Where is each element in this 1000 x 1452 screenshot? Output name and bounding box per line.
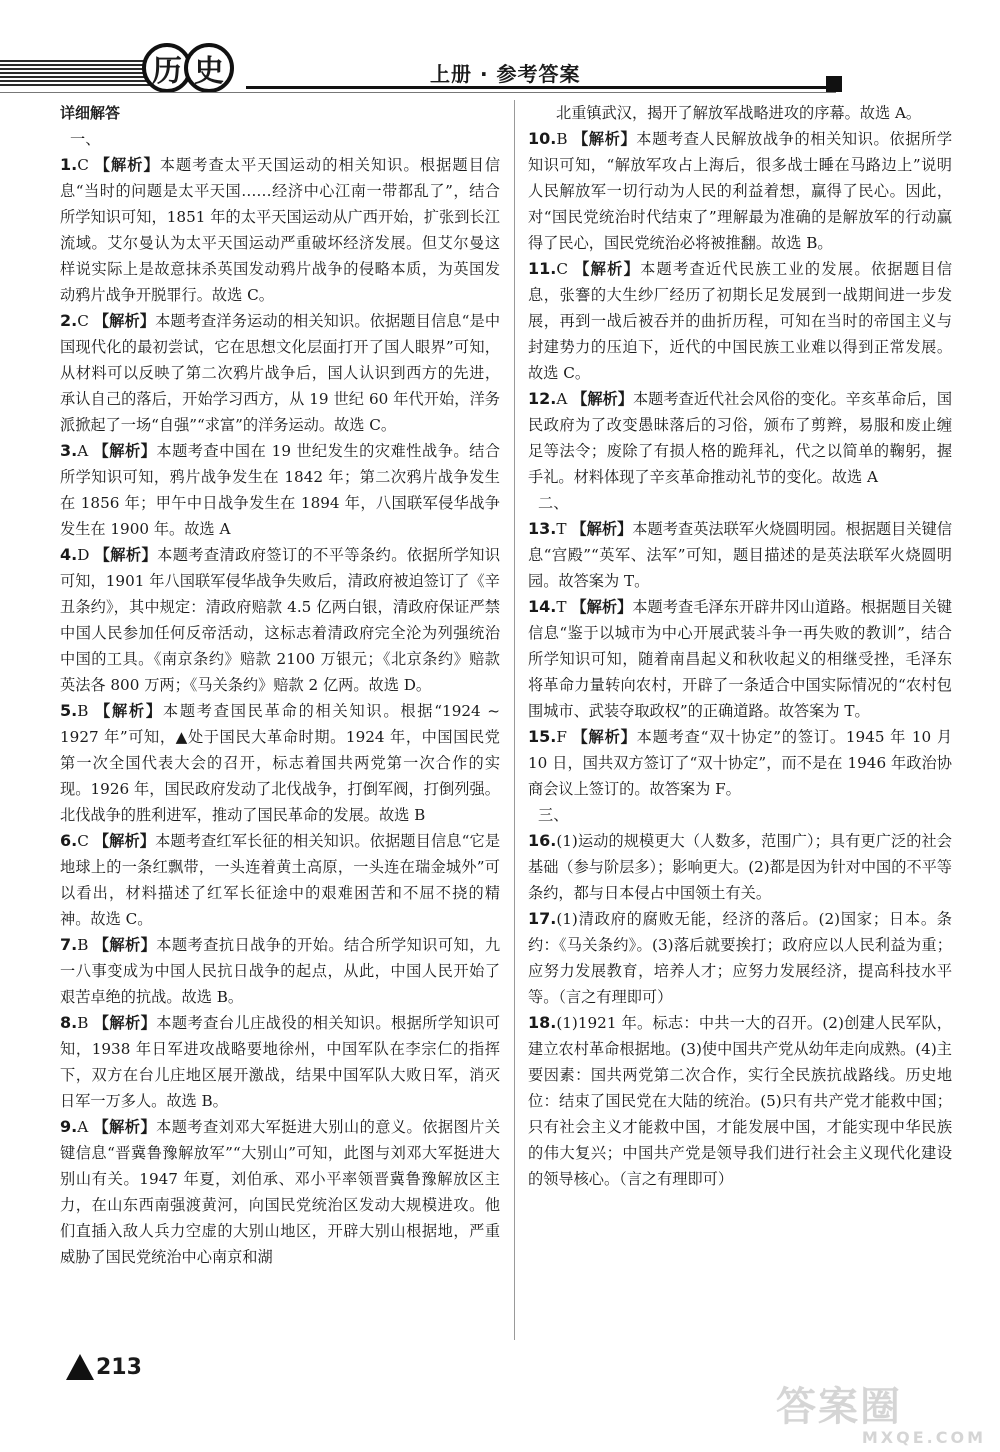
analysis-tag: 【解析】 <box>571 598 633 616</box>
answer-number: 2. <box>60 311 78 330</box>
answer-number: 6. <box>60 831 78 850</box>
answer-number: 4. <box>60 545 78 564</box>
answer-text: 本题考查红军长征的相关知识。依据题目信息“它是地球上的一条红飘带，一头连着黄土高原，一头连在瑞金城外”可以看出，材料描述了红军长征途中的艰难困苦和不屈不挠的精神。故选 C。 <box>60 832 501 928</box>
answer-item <box>60 542 500 698</box>
answer-number: 18. <box>528 1013 557 1032</box>
analysis-tag: 【解析】 <box>574 260 641 278</box>
answer-text: 本题考查太平天国运动的相关知识。根据题目信息“当时的问题是太平天国……经济中心江南一带都乱了”，结合所学知识可知，1851 年的太平天国运动从广西开始，扩张到长江流域。艾尔曼认为太平天国运动严重破坏经济发展。但艾尔曼这样说实际上是故意抹杀英国发动鸦片战争的侵略本质，为英国发动鸦片战争开脱罪行。故选 C。 <box>60 156 501 304</box>
answer-choice: C <box>77 312 89 330</box>
column-divider <box>514 100 515 1340</box>
answer-text: (1)1921 年。标志：中共一大的召开。(2)创建人民军队，建立农村革命根据地。(3)使中国共产党从幼年走向成熟。(4)主要因素：国共两党第二次合作，实行全民族抗战路线。历史地位：结束了国民党在大陆的统治。(5)只有共产党才能救中国；只有社会主义才能救中国，才能发展中国，才能实现中华民族的伟大复兴；中国共产党是领导我们进行社会主义现代化建设的领导核心。（言之有理即可） <box>528 1014 952 1188</box>
answer-text: 本题考查台儿庄战役的相关知识。根据所学知识可知，1938 年日军进攻战略要地徐州，中国军队在李宗仁的指挥下，双方在台儿庄地区展开激战，结果中国军队大败日军，消灭日军一万多人。故选 B。 <box>60 1014 501 1110</box>
answer-item <box>60 1010 500 1114</box>
answer-number: 14. <box>528 597 557 616</box>
section-three-mark: 三、 <box>538 806 569 824</box>
answer-text: 本题考查近代社会风俗的变化。辛亥革命后，国民政府为了改变愚昧落后的习俗，颁布了剪辫，易服和废止缠足等法令；废除了有损人格的跪拜礼，代之以简单的鞠躬，握手礼。材料体现了辛亥革命推动礼节的变化。故选 A <box>528 390 953 486</box>
answer-item <box>528 126 952 256</box>
answer-item <box>528 1010 952 1192</box>
answer-text: 本题考查近代民族工业的发展。依据题目信息，张謇的大生纱厂经历了初期长足发展到一战期间进一步发展，再到一战后被吞并的曲折历程，可知在当时的帝国主义与封建势力的压迫下，近代的中国民族工业难以得到正常发展。故选 C。 <box>528 260 953 382</box>
page-number <box>66 1354 142 1380</box>
answer-number: 7. <box>60 935 78 954</box>
answer-text: 本题考查“双十协定”的签订。1945 年 10 月 10 日，国共双方签订了“双十协定”，而不是在 1946 年政治协商会议上签订的。故答案为 F。 <box>528 728 953 798</box>
answer-choice: B <box>77 1014 89 1032</box>
answer-choice: B <box>77 936 89 954</box>
answer-text: (1)运动的规模更大（人数多，范围广）；具有更广泛的社会基础（参与阶层多）；影响更大。(2)都是因为针对中国的不平等条约，都与日本侵占中国领土有关。 <box>528 832 952 902</box>
right-answer-list-c <box>528 828 952 1192</box>
answer-item <box>60 932 500 1010</box>
answer-text: 本题考查抗日战争的开始。结合所学知识可知，九一八事变成为中国人民抗日战争的起点，从此，中国人民开始了艰苦卓绝的抗战。故选 B。 <box>60 936 501 1006</box>
answer-number: 12. <box>528 389 557 408</box>
triangle-icon <box>66 1354 94 1380</box>
page-number-text: 213 <box>96 1354 142 1380</box>
analysis-tag: 【解析】 <box>93 936 157 954</box>
answer-item <box>60 308 500 438</box>
analysis-tag: 【解析】 <box>572 390 633 408</box>
answer-choice: C <box>556 260 568 278</box>
answer-choice: F <box>556 728 567 746</box>
section-one-mark: 一、 <box>70 130 101 148</box>
answer-item <box>528 516 952 594</box>
answer-item <box>60 1114 500 1270</box>
answer-number: 11. <box>528 259 557 278</box>
left-column <box>60 100 500 1270</box>
answer-text: 本题考查洋务运动的相关知识。依据题目信息“是中国现代化的最初尝试，它在思想文化层面打开了国人眼界”可知，从材料可以反映了第二次鸦片战争后，国人认识到西方的先进，承认自己的落后，开始学习西方，从 19 世纪 60 年代开始，洋务派掀起了一场“自强”“求富”的洋务运动。故选 C。 <box>60 312 501 434</box>
answer-number: 17. <box>528 909 557 928</box>
answer-text: 本题考查英法联军火烧圆明园。根据题目关键信息“宫殿”“英军、法军”可知，题目描述的是英法联军火烧圆明园。故答案为 T。 <box>528 520 953 590</box>
section-title: 详细解答 <box>60 104 121 122</box>
answer-number: 1. <box>60 155 78 174</box>
right-answer-list-a <box>528 126 952 490</box>
continuation-text: 北重镇武汉，揭开了解放军战略进攻的序幕。故选 A。 <box>556 104 922 122</box>
answer-number: 15. <box>528 727 557 746</box>
analysis-tag: 【解析】 <box>571 520 633 538</box>
header-hatch-decoration <box>0 60 150 86</box>
subject-logo <box>138 42 246 94</box>
analysis-tag: 【解析】 <box>93 442 157 460</box>
analysis-tag: 【解析】 <box>93 832 156 850</box>
section-two-mark: 二、 <box>538 494 569 512</box>
answer-text: (1)清政府的腐败无能，经济的落后。(2)国家；日本。条约：《马关条约》。(3)落后就要挨打；政府应以人民利益为重；应努力发展教育，培养人才；应努力发展经济，提高科技水平等。（言之有理即可） <box>528 910 952 1006</box>
answer-number: 10. <box>528 129 557 148</box>
answer-item <box>528 906 952 1010</box>
answer-choice: A <box>77 442 89 460</box>
header-square-mark <box>826 76 842 92</box>
answer-item <box>528 386 952 490</box>
answer-text: 本题考查中国在 19 世纪发生的灾难性战争。结合所学知识可知，鸦片战争发生在 1842 年；第二次鸦片战争发生在 1856 年；甲午中日战争发生在 1894 年，八国联军侵华战争发生在 1900 年。故选 A <box>60 442 501 538</box>
answer-text: 本题考查人民解放战争的相关知识。依据所学知识可知，“解放军攻占上海后，很多战士睡在马路边上”说明人民解放军一切行动为人民的利益着想，赢得了民心。因此，对“国民党统治时代结束了”理解最为准确的是解放军的行动赢得了民心，国民党统治必将被推翻。故选 B。 <box>528 130 953 252</box>
right-column <box>528 100 952 1192</box>
answer-choice: T <box>556 520 567 538</box>
answer-item <box>60 698 500 828</box>
analysis-tag: 【解析】 <box>95 702 163 720</box>
answer-choice: A <box>77 1118 89 1136</box>
answer-number: 8. <box>60 1013 78 1032</box>
answer-item <box>528 724 952 802</box>
logo-char-2: 史 <box>184 43 234 93</box>
answer-choice: C <box>77 832 89 850</box>
answer-number: 13. <box>528 519 557 538</box>
answer-choice: C <box>77 156 89 174</box>
answer-item <box>528 828 952 906</box>
analysis-tag: 【解析】 <box>94 156 160 174</box>
answer-choice: A <box>556 390 568 408</box>
left-answer-list <box>60 152 500 1270</box>
answer-text: 本题考查刘邓大军挺进大别山的意义。依据图片关键信息“晋冀鲁豫解放军”“大别山”可知，此图与刘邓大军挺进大别山有关。1947 年夏，刘伯承、邓小平率领晋冀鲁豫解放区主力，在山东西南强渡黄河，向国民党统治区发动大规模进攻。他们直插入敌人兵力空虚的大别山地区，开辟大别山根据地，严重威胁了国民党统治中心南京和湖 <box>60 1118 501 1266</box>
answer-text: 本题考查清政府签订的不平等条约。依据所学知识可知，1901 年八国联军侵华战争失败后，清政府被迫签订了《辛丑条约》，其中规定：清政府赔款 4.5 亿两白银，清政府保证严禁中国人民参加任何反帝活动，这标志着清政府完全沦为列强统治中国的工具。《南京条约》赔款 2100 万银元；《北京条约》赔款英法各 800 万两；《马关条约》赔款 2 亿两。故选 D。 <box>60 546 501 694</box>
analysis-tag: 【解析】 <box>94 546 158 564</box>
analysis-tag: 【解析】 <box>93 1118 157 1136</box>
answer-choice: T <box>556 598 567 616</box>
analysis-tag: 【解析】 <box>93 312 156 330</box>
answer-item <box>60 828 500 932</box>
analysis-tag: 【解析】 <box>93 1014 157 1032</box>
header-rule-thin <box>0 92 836 93</box>
answer-number: 3. <box>60 441 78 460</box>
answer-choice: D <box>77 546 90 564</box>
answer-number: 16. <box>528 831 557 850</box>
answer-choice: B <box>556 130 568 148</box>
answer-item <box>60 152 500 308</box>
answer-choice: B <box>77 702 89 720</box>
answer-number: 5. <box>60 701 78 720</box>
watermark-logo <box>776 1386 986 1446</box>
header-rule <box>246 86 836 89</box>
right-answer-list-b <box>528 516 952 802</box>
answer-text: 本题考查国民革命的相关知识。根据“1924 ~ 1927 年”可知，▲处于国民大革命时期。1924 年，中国国民党第一次全国代表大会的召开，标志着国共两党第一次合作的实现。1926 年，国民政府发动了北伐战争，打倒军阀，打倒列强。北伐战争的胜利进军，推动了国民革命的发展。故选 B <box>60 702 501 824</box>
page-title: 上册 · 参考答案 <box>430 62 581 86</box>
answer-item <box>60 438 500 542</box>
answer-item <box>528 256 952 386</box>
watermark-url: MXQE.COM <box>861 1428 986 1447</box>
answer-text: 本题考查毛泽东开辟井冈山道路。根据题目关键信息“鉴于以城市为中心开展武装斗争一再失败的教训”，结合所学知识可知，随着南昌起义和秋收起义的相继受挫，毛泽东将革命力量转向农村，开辟了一条适合中国实际情况的“农村包围城市、武装夺取政权”的正确道路。故答案为 T。 <box>528 598 953 720</box>
watermark-seal: 答案圈 <box>776 1384 902 1430</box>
analysis-tag: 【解析】 <box>572 728 637 746</box>
answer-item <box>528 594 952 724</box>
analysis-tag: 【解析】 <box>572 130 637 148</box>
logo-char-1: 历 <box>142 43 192 93</box>
answer-number: 9. <box>60 1117 78 1136</box>
